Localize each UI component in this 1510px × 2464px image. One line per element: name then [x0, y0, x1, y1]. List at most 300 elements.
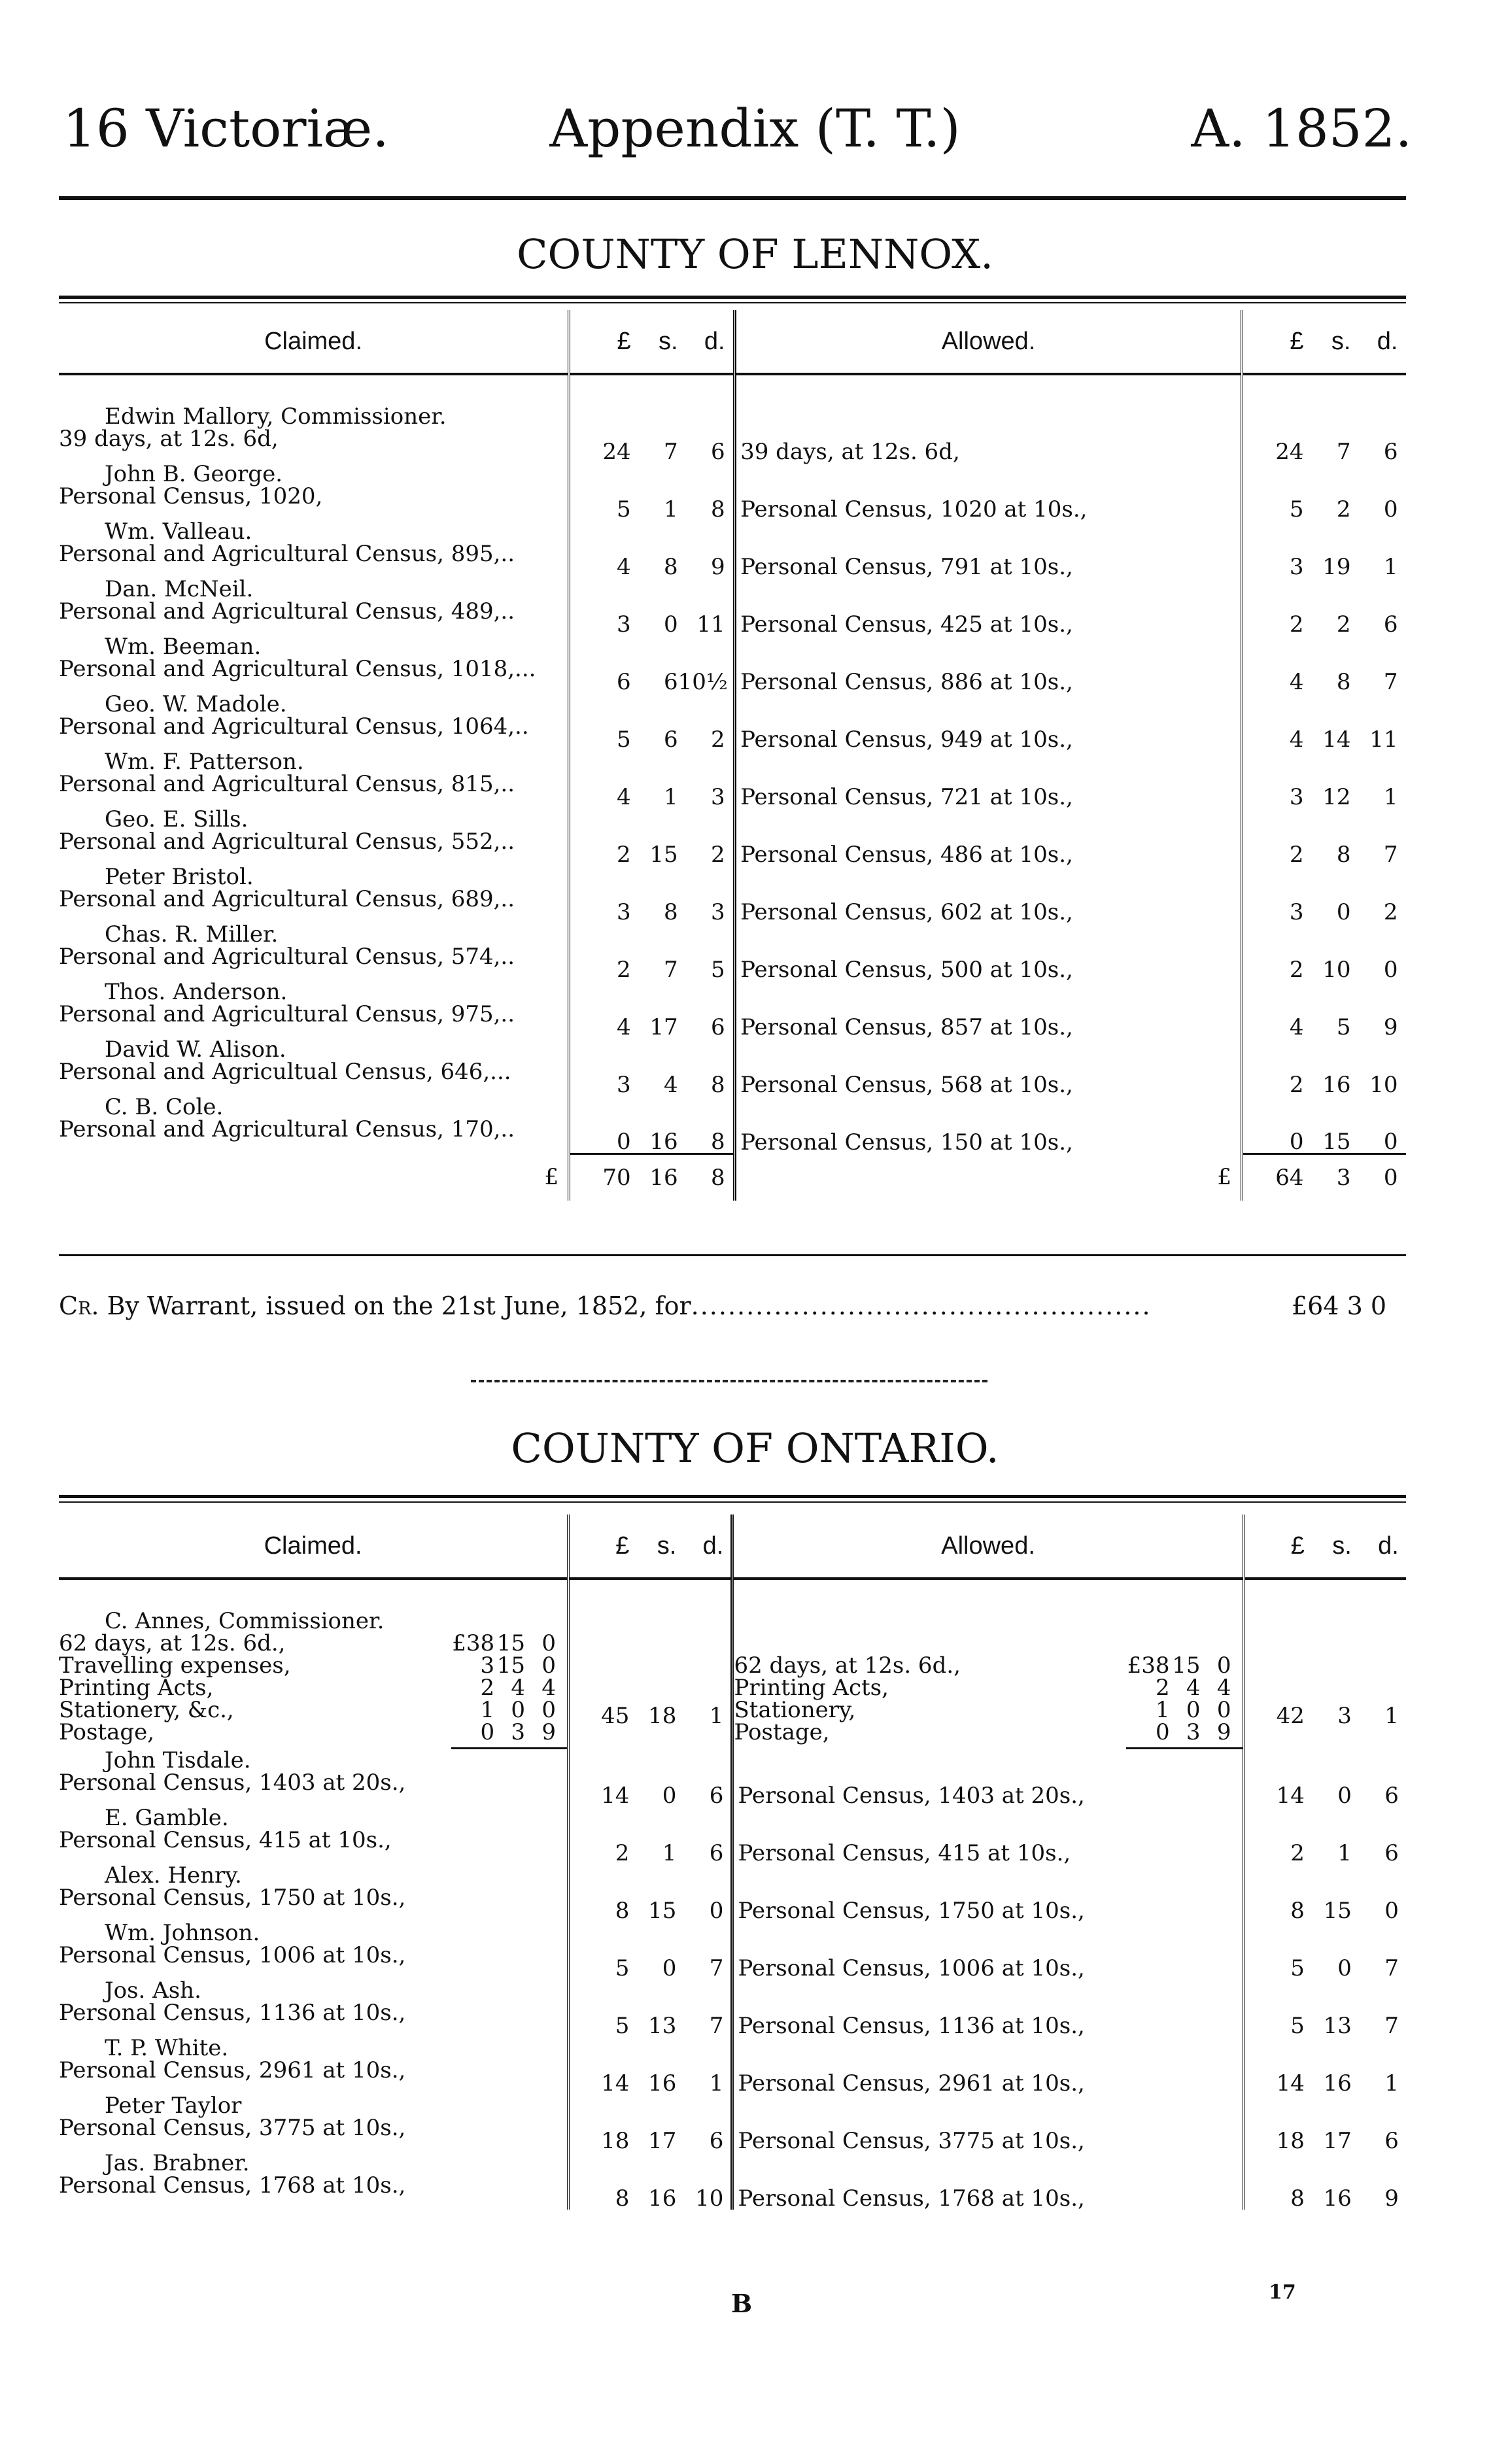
pound-heading: £	[1290, 1532, 1305, 1560]
allowed-amount	[1242, 693, 1406, 751]
claimed-entry	[59, 405, 569, 463]
total-claimed	[569, 1154, 735, 1201]
officer-name: Wm. Valleau.	[105, 519, 252, 545]
commissioner-claimed	[59, 1610, 568, 1749]
allowed-amount	[1244, 2152, 1406, 2210]
pence: 3	[710, 899, 725, 925]
claimed-entry	[59, 1807, 568, 1864]
officer-name: Wm. F. Patterson.	[105, 749, 304, 775]
pence: 6	[1383, 439, 1398, 465]
commissioner-row	[59, 1610, 1406, 1749]
claimed-amount	[569, 923, 735, 981]
pence: 6	[709, 1840, 724, 1866]
pence-heading: d.	[702, 1532, 724, 1560]
allowed-amount	[1242, 866, 1406, 923]
sub-item	[59, 1721, 556, 1743]
allowed-description: Personal Census, 486 at 10s.,	[735, 808, 1242, 866]
claimed-description: Personal Census, 3775 at 10s.,	[59, 2115, 406, 2141]
claimed-entry	[59, 636, 569, 693]
account-row	[59, 1038, 1406, 1096]
pence: 9	[1384, 2185, 1399, 2212]
lennox-table	[59, 310, 1406, 1201]
sub-item	[734, 1654, 1231, 1677]
allowed-description: Personal Census, 568 at 10s.,	[735, 1038, 1242, 1096]
shillings: 8	[1336, 669, 1351, 695]
sub-item	[734, 1721, 1231, 1743]
pence: 4	[1216, 1675, 1231, 1701]
sub-item-amount	[451, 1699, 556, 1721]
claimed-description: Personal Census, 1403 at 20s.,	[59, 1770, 406, 1796]
claimed-description: Personal and Agricultural Census, 552,..	[59, 829, 515, 855]
claimed-description: Personal and Agricultural Census, 895,..	[59, 541, 515, 567]
account-row	[59, 1096, 1406, 1154]
claimed-amount	[568, 1749, 732, 1807]
allowed-amount	[1242, 981, 1406, 1038]
claimed-amount	[569, 866, 735, 923]
pence: 0	[1383, 1128, 1398, 1155]
folio-number: 17	[1269, 2281, 1296, 2304]
allowed-description: Personal Census, 949 at 10s.,	[735, 693, 1242, 751]
credit-amount: £64 3 0	[1291, 1292, 1386, 1320]
ontario-header-row	[59, 1514, 1406, 1579]
claimed-description: Personal and Agricultural Census, 689,..	[59, 886, 515, 912]
pence: 8	[710, 496, 725, 522]
header-appendix: Appendix (T. T.)	[549, 98, 961, 159]
account-row	[59, 751, 1406, 808]
account-row	[59, 2152, 1406, 2210]
officer-name: Dan. McNeil.	[105, 576, 254, 602]
officer-name: Jos. Ash.	[105, 1977, 201, 2004]
pounds: 2	[616, 957, 631, 983]
claimed-entry	[59, 1979, 568, 2037]
commissioner-allowed	[732, 1610, 1244, 1749]
lennox-credit-line	[59, 1292, 1406, 1320]
pence: 8	[710, 1164, 725, 1191]
ontario-top-rule-thin	[59, 1501, 1406, 1503]
officer-name: Jas. Brabner.	[105, 2150, 250, 2176]
pence: 7	[709, 2013, 724, 2039]
allowed-description: Personal Census, 415 at 10s.,	[732, 1807, 1244, 1864]
shillings: 18	[648, 1703, 677, 1729]
allowed-amount	[1242, 405, 1406, 463]
claimed-amount	[569, 636, 735, 693]
sub-item	[59, 1632, 556, 1654]
pence: 8	[710, 1072, 725, 1098]
sub-item-amount	[1126, 1654, 1231, 1677]
col-allowed-heading: Allowed.	[735, 310, 1242, 374]
allowed-amount	[1244, 1979, 1406, 2037]
claimed-entry	[59, 808, 569, 866]
allowed-amount	[1244, 1749, 1406, 1807]
allowed-description: Personal Census, 1403 at 20s.,	[732, 1749, 1244, 1807]
claimed-entry	[59, 751, 569, 808]
ontario-table	[59, 1514, 1406, 2210]
account-row	[59, 1979, 1406, 2037]
shillings: 12	[1322, 784, 1351, 810]
col-claimed-heading: Claimed.	[59, 310, 569, 374]
shillings: 0	[1337, 1955, 1352, 1981]
claimed-entry	[59, 1922, 568, 1979]
pence: 0	[1384, 1898, 1399, 1924]
totals-row	[59, 1154, 1406, 1201]
lennox-top-rule	[59, 296, 1406, 299]
account-row	[59, 1864, 1406, 1922]
allowed-description: Personal Census, 3775 at 10s.,	[732, 2095, 1244, 2152]
pence: 1	[709, 1703, 724, 1729]
sub-item-amount	[1126, 1699, 1231, 1721]
pounds: 4	[1289, 669, 1304, 695]
allowed-description: Personal Census, 1020 at 10s.,	[735, 463, 1242, 521]
claimed-description: Personal and Agricultual Census, 646,...	[59, 1059, 511, 1085]
pence: 0	[1383, 496, 1398, 522]
pounds: 5	[1290, 1955, 1305, 1981]
pence: 6	[710, 439, 725, 465]
allowed-amount	[1242, 521, 1406, 578]
claimed-description: Personal and Agricultural Census, 1064,..	[59, 713, 529, 740]
pounds: 8	[615, 2185, 630, 2212]
pounds: £38	[452, 1630, 495, 1656]
pound-heading: £	[617, 328, 631, 355]
pounds: 2	[1155, 1675, 1170, 1701]
shillings: 19	[1322, 554, 1351, 580]
lennox-bottom-rule	[59, 1254, 1406, 1256]
claimed-amount	[569, 1096, 735, 1154]
pounds: 0	[1289, 1128, 1304, 1155]
leader-dots: ..................................................	[691, 1292, 1152, 1320]
claimed-amount	[568, 1864, 732, 1922]
pounds: 2	[1289, 611, 1304, 638]
pence-heading: d.	[1378, 1532, 1399, 1560]
pence: 6	[709, 2128, 724, 2154]
allowed-amount	[1244, 2037, 1406, 2095]
account-row	[59, 636, 1406, 693]
claimed-entry	[59, 521, 569, 578]
shillings: 15	[1323, 1898, 1352, 1924]
pounds: 2	[1289, 957, 1304, 983]
claimed-amount	[568, 1922, 732, 1979]
pounds: 1	[480, 1697, 495, 1723]
claimed-entry	[59, 866, 569, 923]
header-rule	[59, 196, 1406, 200]
total-allowed-symbol: £	[735, 1154, 1242, 1201]
pounds: 4	[1289, 727, 1304, 753]
claimed-entry	[59, 1038, 569, 1096]
signature-mark: B	[731, 2289, 753, 2318]
claimed-entry	[59, 1864, 568, 1922]
shillings: 10	[1322, 957, 1351, 983]
allowed-description: Personal Census, 150 at 10s.,	[735, 1096, 1242, 1154]
claimed-amount	[569, 405, 735, 463]
shillings: 7	[1336, 439, 1351, 465]
allowed-description: Personal Census, 2961 at 10s.,	[732, 2037, 1244, 2095]
section-divider	[471, 1380, 987, 1382]
claimed-amount	[569, 521, 735, 578]
shillings: 16	[1323, 2070, 1352, 2096]
pounds: 5	[616, 727, 631, 753]
allowed-amount	[1242, 923, 1406, 981]
col-lsd-heading	[569, 310, 735, 374]
sub-item-amount	[1126, 1677, 1231, 1699]
shillings: 15	[1322, 1128, 1351, 1155]
lennox-title: COUNTY OF LENNOX.	[517, 230, 993, 278]
claimed-entry	[59, 923, 569, 981]
pounds: 45	[601, 1703, 630, 1729]
sub-item	[734, 1677, 1231, 1699]
officer-name: Peter Taylor	[105, 2093, 242, 2119]
shillings: 1	[663, 496, 678, 522]
allowed-description: Personal Census, 1006 at 10s.,	[732, 1922, 1244, 1979]
account-row	[59, 1807, 1406, 1864]
officer-name: Alex. Henry.	[105, 1862, 242, 1889]
allowed-amount	[1242, 808, 1406, 866]
pence: 0	[1216, 1652, 1231, 1679]
shillings: 3	[1337, 1703, 1352, 1729]
claimed-amount	[569, 981, 735, 1038]
claimed-entry	[59, 1749, 568, 1807]
claimed-amount	[568, 2037, 732, 2095]
pounds: 3	[616, 611, 631, 638]
sub-item	[59, 1677, 556, 1699]
pence: 1	[1384, 2070, 1399, 2096]
pence-heading: d.	[704, 328, 725, 355]
shillings: 15	[1172, 1652, 1201, 1679]
pounds: 5	[1289, 496, 1304, 522]
shillings: 15	[496, 1630, 526, 1656]
pence: 6	[709, 1783, 724, 1809]
account-row	[59, 578, 1406, 636]
pounds: 24	[602, 439, 631, 465]
pence: 8	[710, 1128, 725, 1155]
pounds: 6	[616, 669, 631, 695]
pounds: 4	[616, 1014, 631, 1040]
ontario-body	[59, 1579, 1406, 2210]
allowed-description: Personal Census, 1768 at 10s.,	[732, 2152, 1244, 2210]
pounds: 18	[601, 2128, 630, 2154]
lennox-header-row	[59, 310, 1406, 374]
shillings: 15	[649, 842, 678, 868]
pence: 2	[1383, 899, 1398, 925]
claimed-entry	[59, 981, 569, 1038]
account-row	[59, 923, 1406, 981]
pounds: 70	[602, 1164, 631, 1191]
claimed-entry	[59, 463, 569, 521]
pence: 7	[1384, 1955, 1399, 1981]
pence: 1	[1384, 1703, 1399, 1729]
total-claimed-symbol: £	[59, 1154, 569, 1201]
sub-item-label: Travelling expenses,	[59, 1652, 291, 1679]
lennox-top-rule-thin	[59, 302, 1406, 303]
pounds: 5	[615, 1955, 630, 1981]
allowed-amount	[1244, 1922, 1406, 1979]
sub-item-label: 62 days, at 12s. 6d.,	[734, 1652, 961, 1679]
pence: 9	[541, 1719, 556, 1745]
pence: 0	[541, 1652, 556, 1679]
claimed-description: Personal and Agricultural Census, 489,..	[59, 598, 515, 625]
shillings: 16	[1323, 2185, 1352, 2212]
account-row	[59, 463, 1406, 521]
pounds: 14	[1276, 1783, 1305, 1809]
pounds: 2	[1289, 1072, 1304, 1098]
officer-name: Geo. W. Madole.	[105, 691, 287, 717]
shillings: 15	[496, 1652, 526, 1679]
pence: 0	[541, 1630, 556, 1656]
shillings: 6	[663, 669, 678, 695]
pounds: 5	[616, 496, 631, 522]
pounds: 0	[616, 1128, 631, 1155]
sub-item-amount	[451, 1632, 556, 1654]
account-row	[59, 866, 1406, 923]
allowed-amount	[1242, 751, 1406, 808]
sub-item-amount	[451, 1677, 556, 1699]
shillings: 0	[662, 1955, 677, 1981]
allowed-description: Personal Census, 1136 at 10s.,	[732, 1979, 1244, 2037]
claimed-amount	[568, 2095, 732, 2152]
pence: 6	[710, 1014, 725, 1040]
allowed-description: Personal Census, 500 at 10s.,	[735, 923, 1242, 981]
claimed-entry	[59, 578, 569, 636]
pounds: 5	[615, 2013, 630, 2039]
claimed-description: Personal and Agricultural Census, 1018,...	[59, 656, 536, 682]
officer-name: T. P. White.	[105, 2035, 229, 2061]
credit-text: By Warrant, issued on the 21st June, 1852, for	[107, 1292, 691, 1320]
sub-item-amount	[451, 1654, 556, 1677]
sub-item	[59, 1699, 556, 1721]
claimed-description: Personal Census, 1136 at 10s.,	[59, 2000, 406, 2026]
pence: 1	[1383, 784, 1398, 810]
account-row	[59, 1749, 1406, 1807]
pounds: 14	[601, 1783, 630, 1809]
pence: 4	[541, 1675, 556, 1701]
pence: 10	[1369, 1072, 1398, 1098]
pounds: 3	[616, 1072, 631, 1098]
claimed-description: Personal Census, 415 at 10s.,	[59, 1827, 392, 1853]
pounds: 0	[1155, 1719, 1170, 1745]
claimed-amount	[569, 463, 735, 521]
allowed-description: Personal Census, 721 at 10s.,	[735, 751, 1242, 808]
sub-item-label: Printing Acts,	[734, 1675, 889, 1701]
ontario-top-rule	[59, 1495, 1406, 1498]
col-lsd-heading-allowed	[1244, 1514, 1406, 1579]
shillings: 0	[511, 1697, 526, 1723]
shillings: 3	[1186, 1719, 1201, 1745]
shilling-heading: s.	[657, 1532, 677, 1560]
shillings: 15	[648, 1898, 677, 1924]
shillings: 1	[662, 1840, 677, 1866]
claimed-description: Personal Census, 1020,	[59, 483, 323, 509]
account-row	[59, 521, 1406, 578]
pounds: 14	[601, 2070, 630, 2096]
allowed-amount	[1244, 2095, 1406, 2152]
allowed-description: Personal Census, 425 at 10s.,	[735, 578, 1242, 636]
allowed-description: 39 days, at 12s. 6d,	[735, 405, 1242, 463]
shillings: 4	[511, 1675, 526, 1701]
allowed-description: Personal Census, 602 at 10s.,	[735, 866, 1242, 923]
pence: 1	[709, 2070, 724, 2096]
pence: 0	[1383, 957, 1398, 983]
pence: 11	[696, 611, 725, 638]
pounds: 14	[1276, 2070, 1305, 2096]
col-claimed-heading: Claimed.	[59, 1514, 568, 1579]
shilling-heading: s.	[1332, 1532, 1352, 1560]
pence: 0	[1383, 1164, 1398, 1191]
pounds: 8	[1290, 1898, 1305, 1924]
pound-heading: £	[615, 1532, 630, 1560]
credit-prefix: Cr.	[59, 1292, 99, 1320]
claimed-amount	[569, 578, 735, 636]
shillings: 0	[1337, 1783, 1352, 1809]
header-session: 16 Victoriæ.	[63, 98, 389, 159]
shillings: 16	[648, 2185, 677, 2212]
pence: 6	[1384, 2128, 1399, 2154]
commissioner-claimed-amount	[568, 1610, 732, 1749]
shillings: 8	[663, 554, 678, 580]
pounds: 8	[615, 1898, 630, 1924]
claimed-entry	[59, 2152, 568, 2210]
pounds: 24	[1275, 439, 1304, 465]
pence: 6	[1384, 1783, 1399, 1809]
shillings: 14	[1322, 727, 1351, 753]
account-row	[59, 1922, 1406, 1979]
allowed-amount	[1242, 636, 1406, 693]
pounds: 2	[615, 1840, 630, 1866]
claimed-description: Personal Census, 1006 at 10s.,	[59, 1942, 406, 1968]
pounds: 42	[1276, 1703, 1305, 1729]
officer-name: David W. Alison.	[105, 1036, 286, 1063]
shillings: 1	[663, 784, 678, 810]
officer-name: C. B. Cole.	[105, 1094, 224, 1120]
allowed-description: Personal Census, 857 at 10s.,	[735, 981, 1242, 1038]
shillings: 4	[1186, 1675, 1201, 1701]
pounds: 3	[1289, 899, 1304, 925]
pence: 0	[541, 1697, 556, 1723]
shillings: 2	[1336, 611, 1351, 638]
pounds: 4	[616, 784, 631, 810]
shillings: 0	[663, 611, 678, 638]
claimed-description: Personal and Agricultural Census, 574,..	[59, 944, 515, 970]
pence: 7	[1384, 2013, 1399, 2039]
allowed-description: Personal Census, 1750 at 10s.,	[732, 1864, 1244, 1922]
claimed-description: Personal and Agricultural Census, 815,..	[59, 771, 515, 797]
shillings: 8	[663, 899, 678, 925]
pence: 9	[710, 554, 725, 580]
pence-heading: d.	[1377, 328, 1398, 355]
pounds: 0	[480, 1719, 495, 1745]
sub-item-label: Stationery, &c.,	[59, 1697, 234, 1723]
pence: 10½	[678, 669, 728, 695]
shillings: 6	[663, 727, 678, 753]
allowed-description: Personal Census, 886 at 10s.,	[735, 636, 1242, 693]
claimed-amount	[569, 1038, 735, 1096]
shillings: 3	[511, 1719, 526, 1745]
pence: 5	[710, 957, 725, 983]
shillings: 0	[1186, 1697, 1201, 1723]
shilling-heading: s.	[1331, 328, 1351, 355]
pounds: 4	[1289, 1014, 1304, 1040]
allowed-amount	[1242, 1038, 1406, 1096]
pounds: 3	[1289, 784, 1304, 810]
claimed-description: Personal Census, 2961 at 10s.,	[59, 2057, 406, 2083]
account-row	[59, 808, 1406, 866]
claimed-description: 39 days, at 12s. 6d,	[59, 426, 279, 452]
pounds: 3	[616, 899, 631, 925]
allowed-amount	[1242, 1096, 1406, 1154]
sub-item	[59, 1654, 556, 1677]
pence: 11	[1369, 727, 1398, 753]
pounds: 3	[1289, 554, 1304, 580]
pounds: 3	[480, 1652, 495, 1679]
claimed-amount	[568, 2152, 732, 2210]
shillings: 0	[1336, 899, 1351, 925]
